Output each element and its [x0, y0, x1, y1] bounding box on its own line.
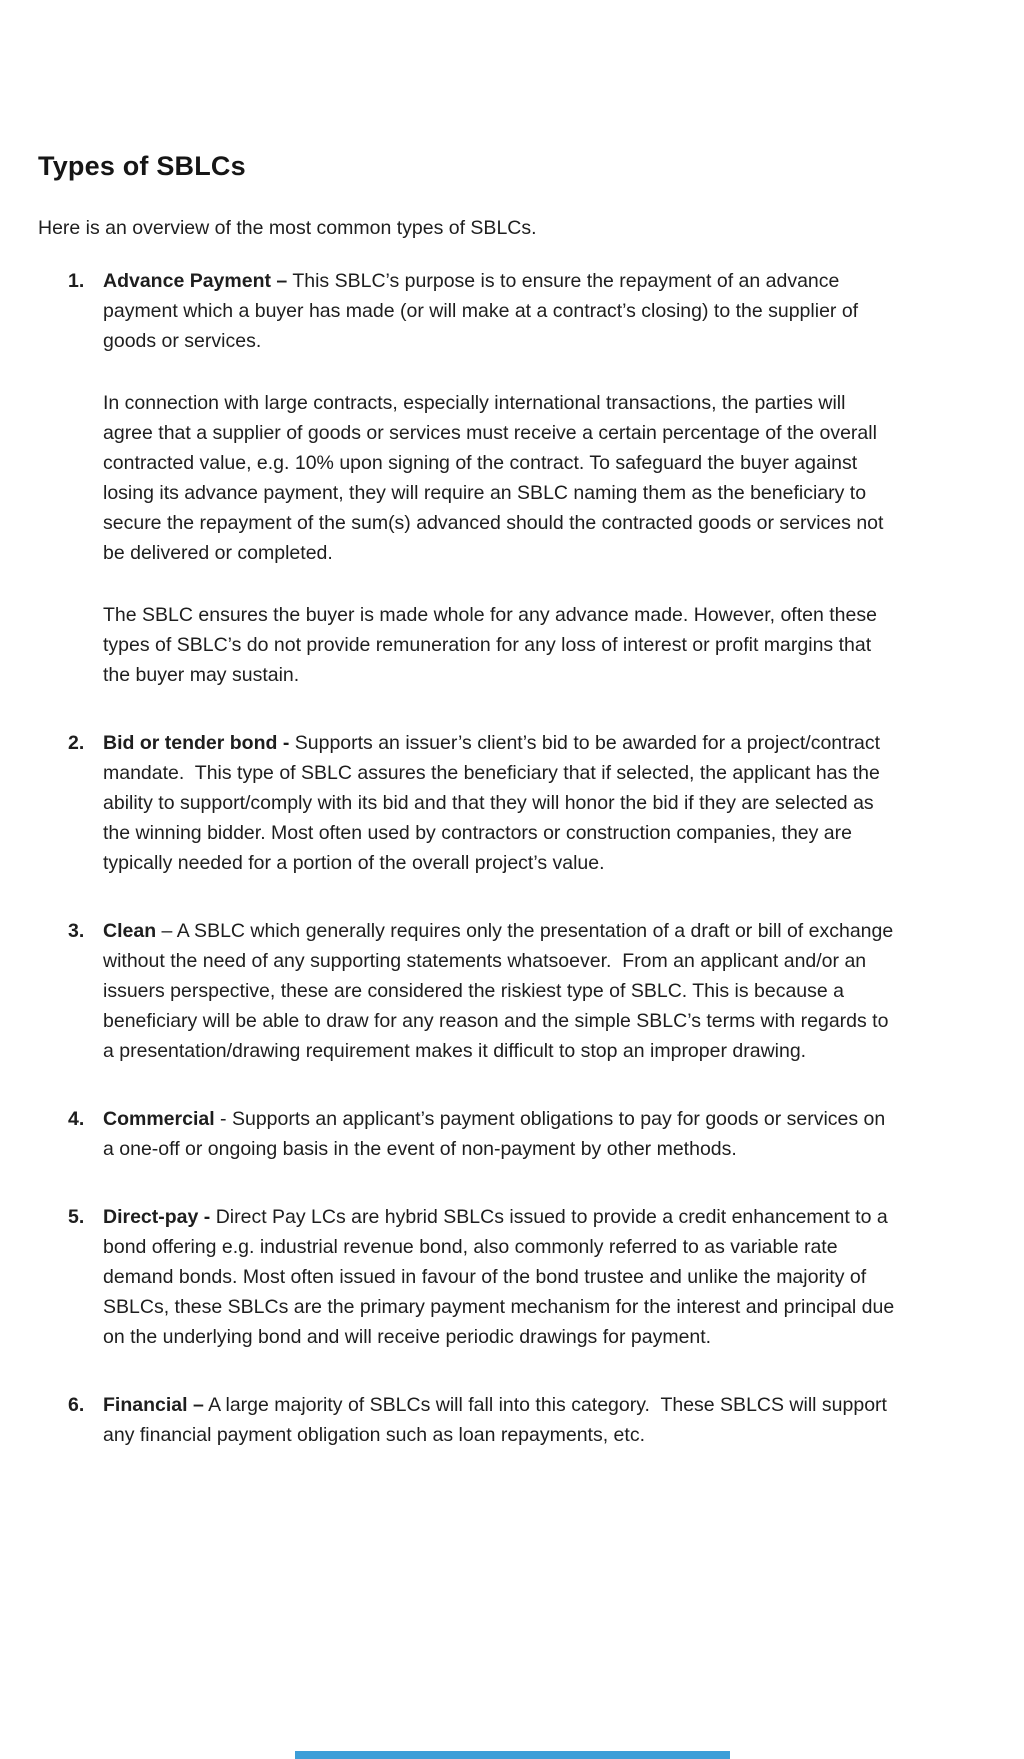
item-paragraph: In connection with large contracts, especially international transactions, the parties will agree that a supplier of goods or services must receive a certain percentage of the overall contracted value, e.g. 10% upon signing of the contract. To safeguard the buyer against losing its advance payment, they will require an SBLC naming them as the beneficiary to secure the repayment of the sum(s) advanced should the contracted goods or services not be delivered or completed.: [103, 392, 889, 564]
list-item-bid-or-tender-bond: [38, 728, 934, 878]
item-paragraph: [103, 1202, 898, 1352]
item-paragraph: [103, 916, 898, 1066]
item-text: This SBLC’s purpose is to ensure the repayment of an advance payment which a buyer has made (or will make at a contract’s closing) to the supplier of goods or services.: [103, 270, 864, 352]
list-number: 6.: [68, 1394, 85, 1416]
list-number: 3.: [68, 920, 85, 942]
term-label: Direct-pay -: [103, 1206, 211, 1228]
list-number: 1.: [68, 270, 85, 292]
item-text: – A SBLC which generally requires only the presentation of a draft or bill of exchange without the need of any supporting statements whatsoever. From an applicant and/or an issuers perspective, these are considered the riskiest type of SBLC. This is because a beneficiary will be able to draw for any reason and the simple SBLC’s terms with regards to a presentation/drawing requirement makes it difficult to stop an improper drawing.: [103, 920, 899, 1062]
list-item-direct-pay: [38, 1202, 934, 1352]
item-paragraph: [103, 1104, 898, 1164]
list-item-body: [103, 728, 898, 878]
list-number: 4.: [68, 1108, 85, 1130]
item-text: Direct Pay LCs are hybrid SBLCs issued to provide a credit enhancement to a bond offering e.g. industrial revenue bond, also commonly referred to as variable rate demand bonds. Most often issued in favour of the bond trustee and unlike the majority of SBLCs, these SBLCs are the primary payment mechanism for the interest and principal due on the underlying bond and will receive periodic drawings for payment.: [103, 1206, 900, 1348]
list-number: 2.: [68, 732, 85, 754]
item-paragraph: [103, 728, 898, 878]
list-item-advance-payment: [38, 266, 934, 690]
item-paragraph: The SBLC ensures the buyer is made whole for any advance made. However, often these types of SBLC’s do not provide remuneration for any loss of interest or profit margins that the buyer may sustain.: [103, 604, 883, 686]
item-text: - Supports an applicant’s payment obligations to pay for goods or services on a one-off or ongoing basis in the event of non-payment by other methods.: [103, 1108, 891, 1160]
term-label: Advance Payment –: [103, 270, 288, 292]
list-number: 5.: [68, 1206, 85, 1228]
term-label: Clean: [103, 920, 157, 942]
item-paragraph: [103, 266, 898, 356]
term-label: Bid or tender bond -: [103, 732, 290, 754]
item-text: A large majority of SBLCs will fall into this category. These SBLCS will support any financial payment obligation such as loan repayments, etc.: [103, 1394, 893, 1446]
list-item-body: [103, 266, 898, 690]
intro-text: Here is an overview of the most common types of SBLCs.: [38, 217, 537, 239]
list-item-body: [103, 1202, 898, 1352]
bottom-accent-bar: [295, 1751, 730, 1759]
list-item-body: [103, 1104, 898, 1164]
item-paragraph: [103, 1390, 898, 1450]
list-item-clean: [38, 916, 934, 1066]
page-title: Types of SBLCs: [38, 151, 246, 181]
term-label: Commercial: [103, 1108, 215, 1130]
term-label: Financial –: [103, 1394, 204, 1416]
list-item-commercial: [38, 1104, 934, 1164]
list-item-body: [103, 1390, 898, 1450]
item-text: Supports an issuer’s client’s bid to be awarded for a project/contract mandate. This type of SBLC assures the beneficiary that if selected, the applicant has the ability to support/comply with its bid and that they will honor the bid if they are selected as the winning bidder. Most often used by contractors or construction companies, they are typically needed for a portion of the overall project’s value.: [103, 732, 886, 874]
list-item-body: [103, 916, 898, 1066]
sblc-type-list: [38, 266, 934, 1450]
list-item-financial: [38, 1390, 934, 1450]
